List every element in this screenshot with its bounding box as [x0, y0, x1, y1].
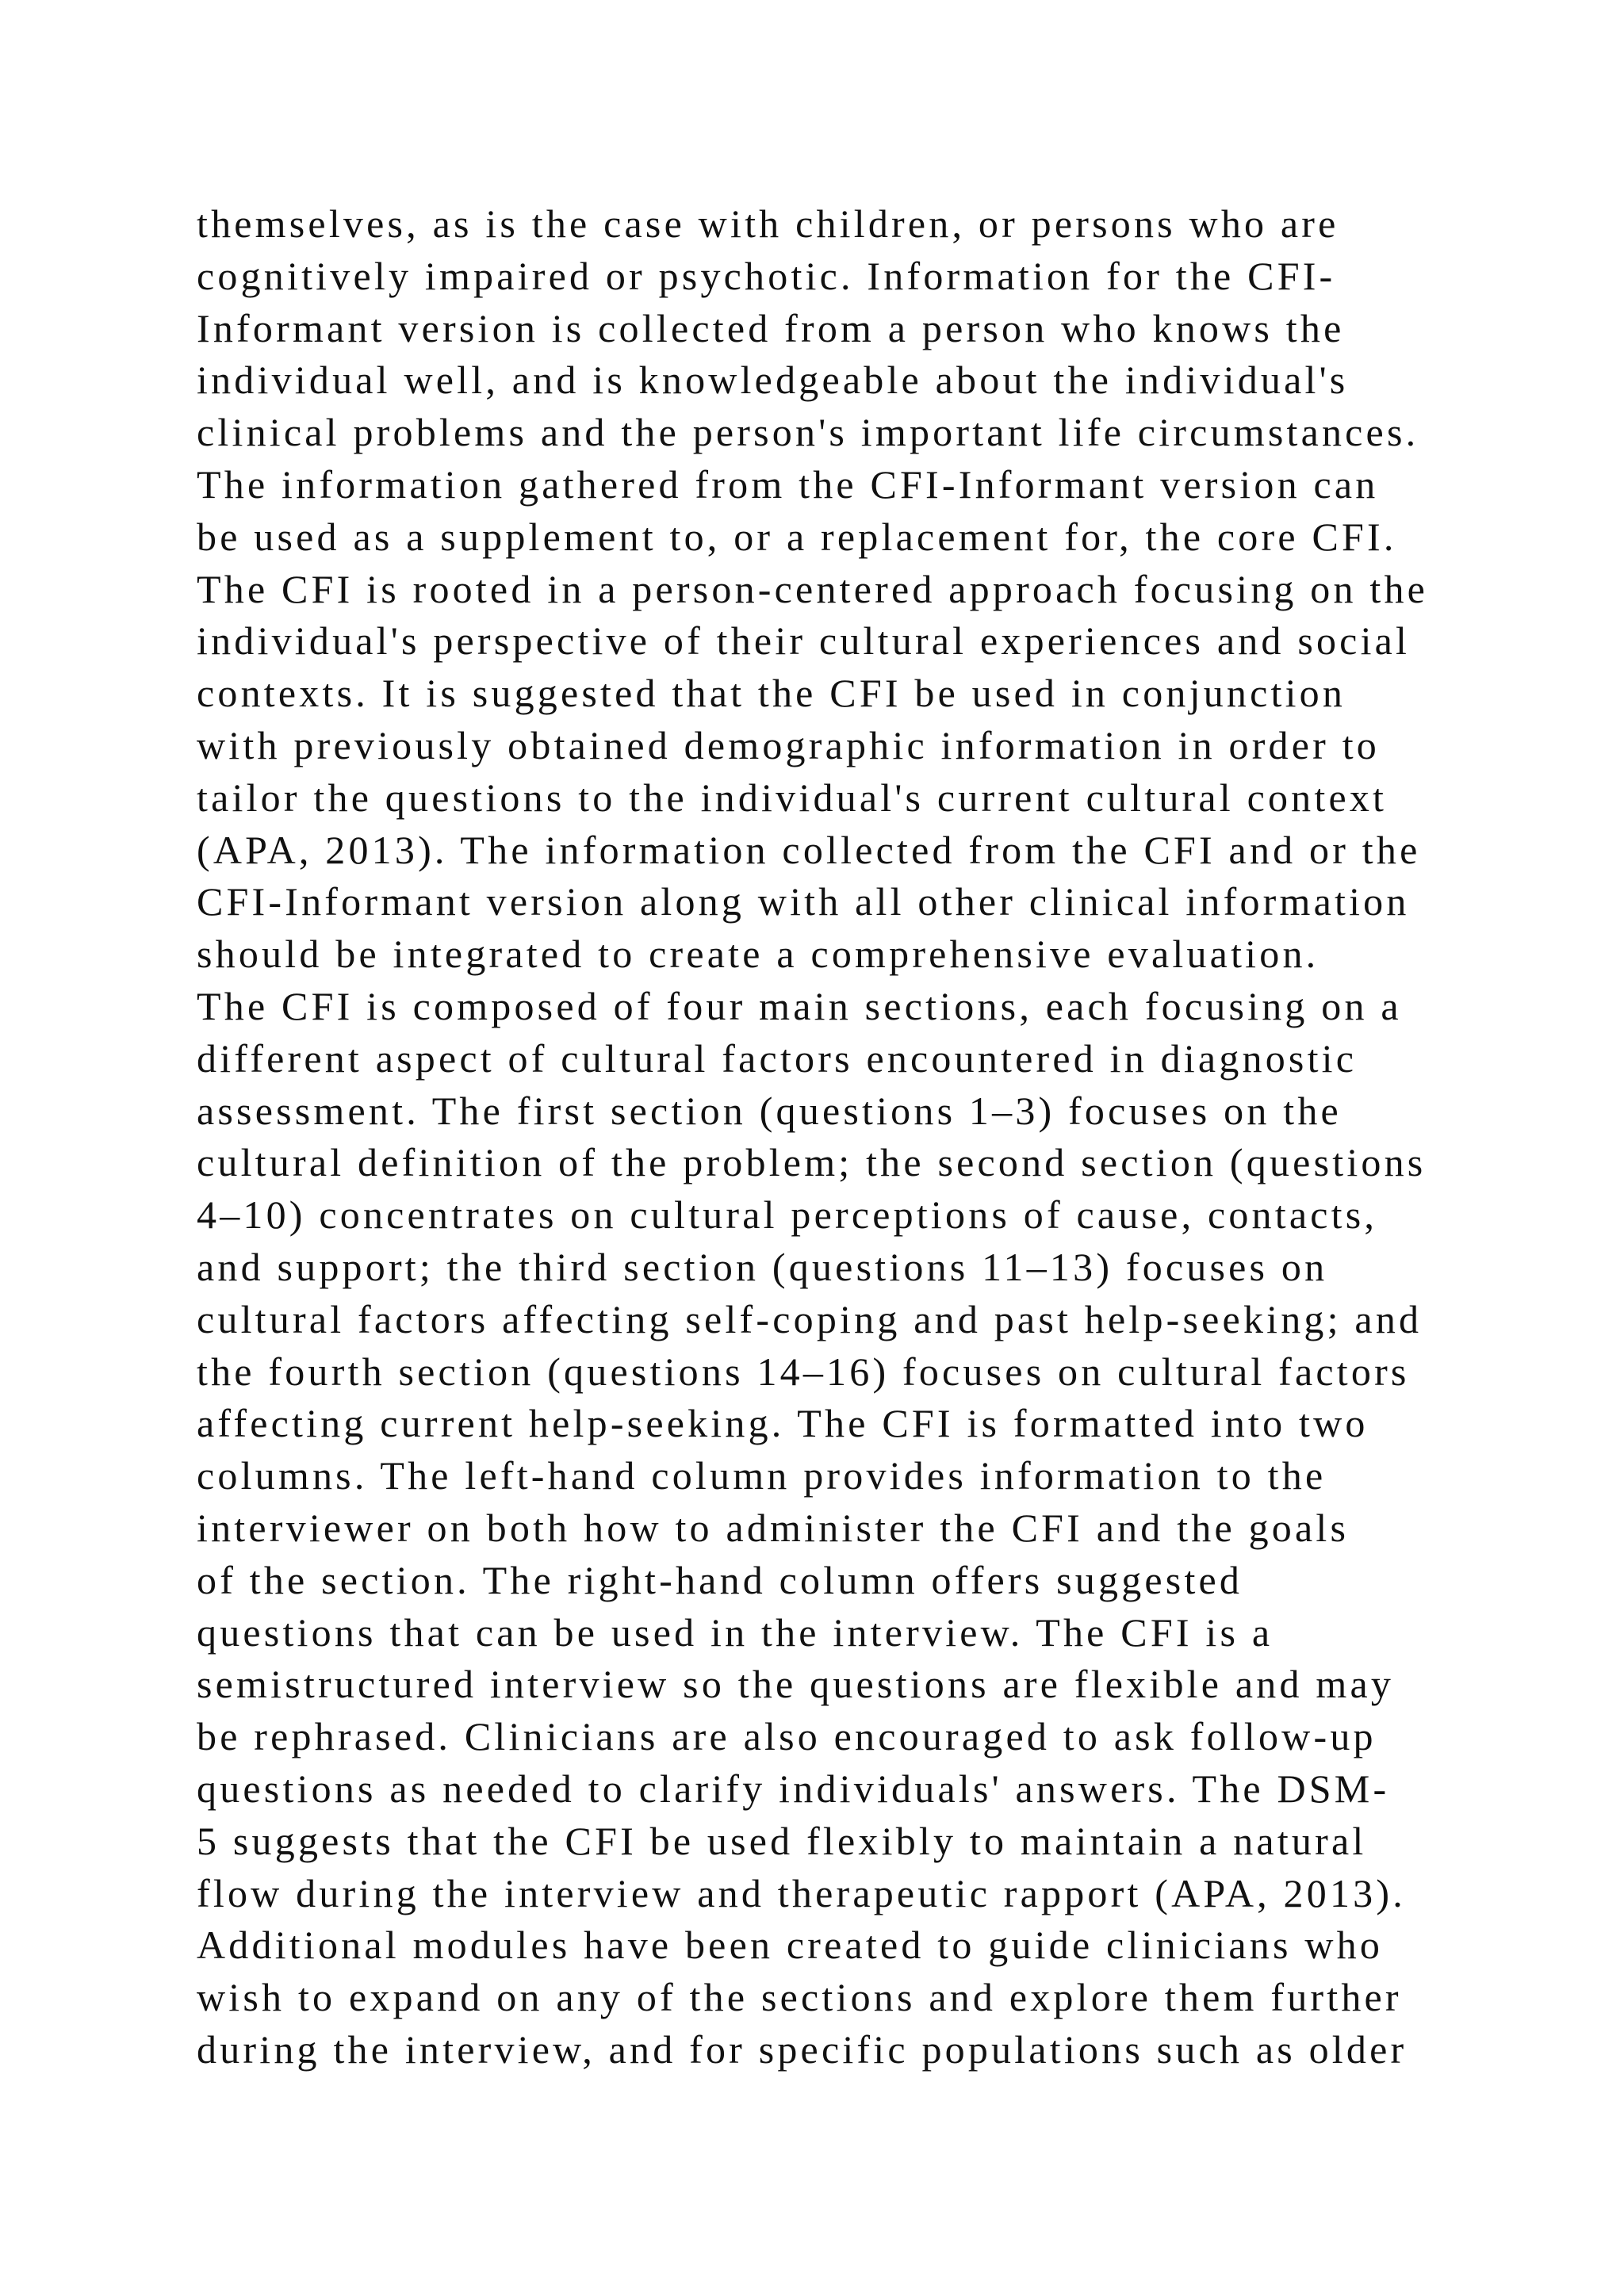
text-line: 5 suggests that the CFI be used flexibly to maintain a natural: [197, 1818, 1367, 1863]
text-line: during the interview, and for specific populations such as older: [197, 2026, 1408, 2072]
text-line: different aspect of cultural factors encountered in diagnostic: [197, 1035, 1358, 1081]
text-line: assessment. The first section (questions 1–3) focuses on the: [197, 1088, 1342, 1133]
body-text: [197, 198, 1592, 2076]
text-line: clinical problems and the person's important life circumstances.: [197, 410, 1419, 455]
text-line: The CFI is rooted in a person-centered approach focusing on the: [197, 566, 1429, 611]
text-line: The information gathered from the CFI-Informant version can: [197, 461, 1379, 507]
text-line: be used as a supplement to, or a replacement for, the core CFI.: [197, 514, 1397, 559]
text-line: themselves, as is the case with children, or persons who are: [197, 201, 1339, 246]
text-line: affecting current help-seeking. The CFI is formatted into two: [197, 1401, 1369, 1446]
text-line: The CFI is composed of four main sections, each focusing on a: [197, 983, 1402, 1028]
text-line: 4–10) concentrates on cultural perceptions of cause, contacts,: [197, 1192, 1378, 1238]
text-line: questions that can be used in the interview. The CFI is a: [197, 1609, 1274, 1655]
text-line: cognitively impaired or psychotic. Information for the CFI-: [197, 253, 1336, 298]
text-line: individual well, and is knowledgeable about the individual's: [197, 358, 1349, 403]
text-line: the fourth section (questions 14–16) focuses on cultural factors: [197, 1349, 1410, 1394]
text-line: of the section. The right-hand column offers suggested: [197, 1557, 1243, 1602]
text-line: contexts. It is suggested that the CFI be used in conjunction: [197, 671, 1346, 716]
text-line: Additional modules have been created to guide clinicians who: [197, 1923, 1384, 1968]
text-line: flow during the interview and therapeutic rapport (APA, 2013).: [197, 1870, 1406, 1915]
text-line: be rephrased. Clinicians are also encouraged to ask follow-up: [197, 1714, 1377, 1759]
text-line: should be integrated to create a comprehensive evaluation.: [197, 932, 1320, 977]
text-line: CFI-Informant version along with all other clinical information: [197, 879, 1410, 924]
text-line: semistructured interview so the questions are flexible and may: [197, 1662, 1395, 1707]
text-line: Informant version is collected from a person who knows the: [197, 305, 1345, 350]
text-line: and support; the third section (questions 11–13) focuses on: [197, 1244, 1328, 1289]
text-line: individual's perspective of their cultural experiences and social: [197, 618, 1411, 664]
text-line: columns. The left-hand column provides information to the: [197, 1453, 1327, 1498]
text-line: (APA, 2013). The information collected from the CFI and or the: [197, 827, 1421, 872]
text-line: with previously obtained demographic information in order to: [197, 722, 1380, 767]
text-line: interviewer on both how to administer the CFI and the goals: [197, 1505, 1350, 1550]
text-line: wish to expand on any of the sections and explore them further: [197, 1975, 1402, 2020]
text-line: cultural definition of the problem; the second section (questions: [197, 1140, 1427, 1185]
text-line: questions as needed to clarify individuals' answers. The DSM-: [197, 1766, 1390, 1811]
text-line: tailor the questions to the individual's current cultural context: [197, 775, 1388, 820]
text-line: cultural factors affecting self-coping and past help-seeking; and: [197, 1296, 1423, 1341]
